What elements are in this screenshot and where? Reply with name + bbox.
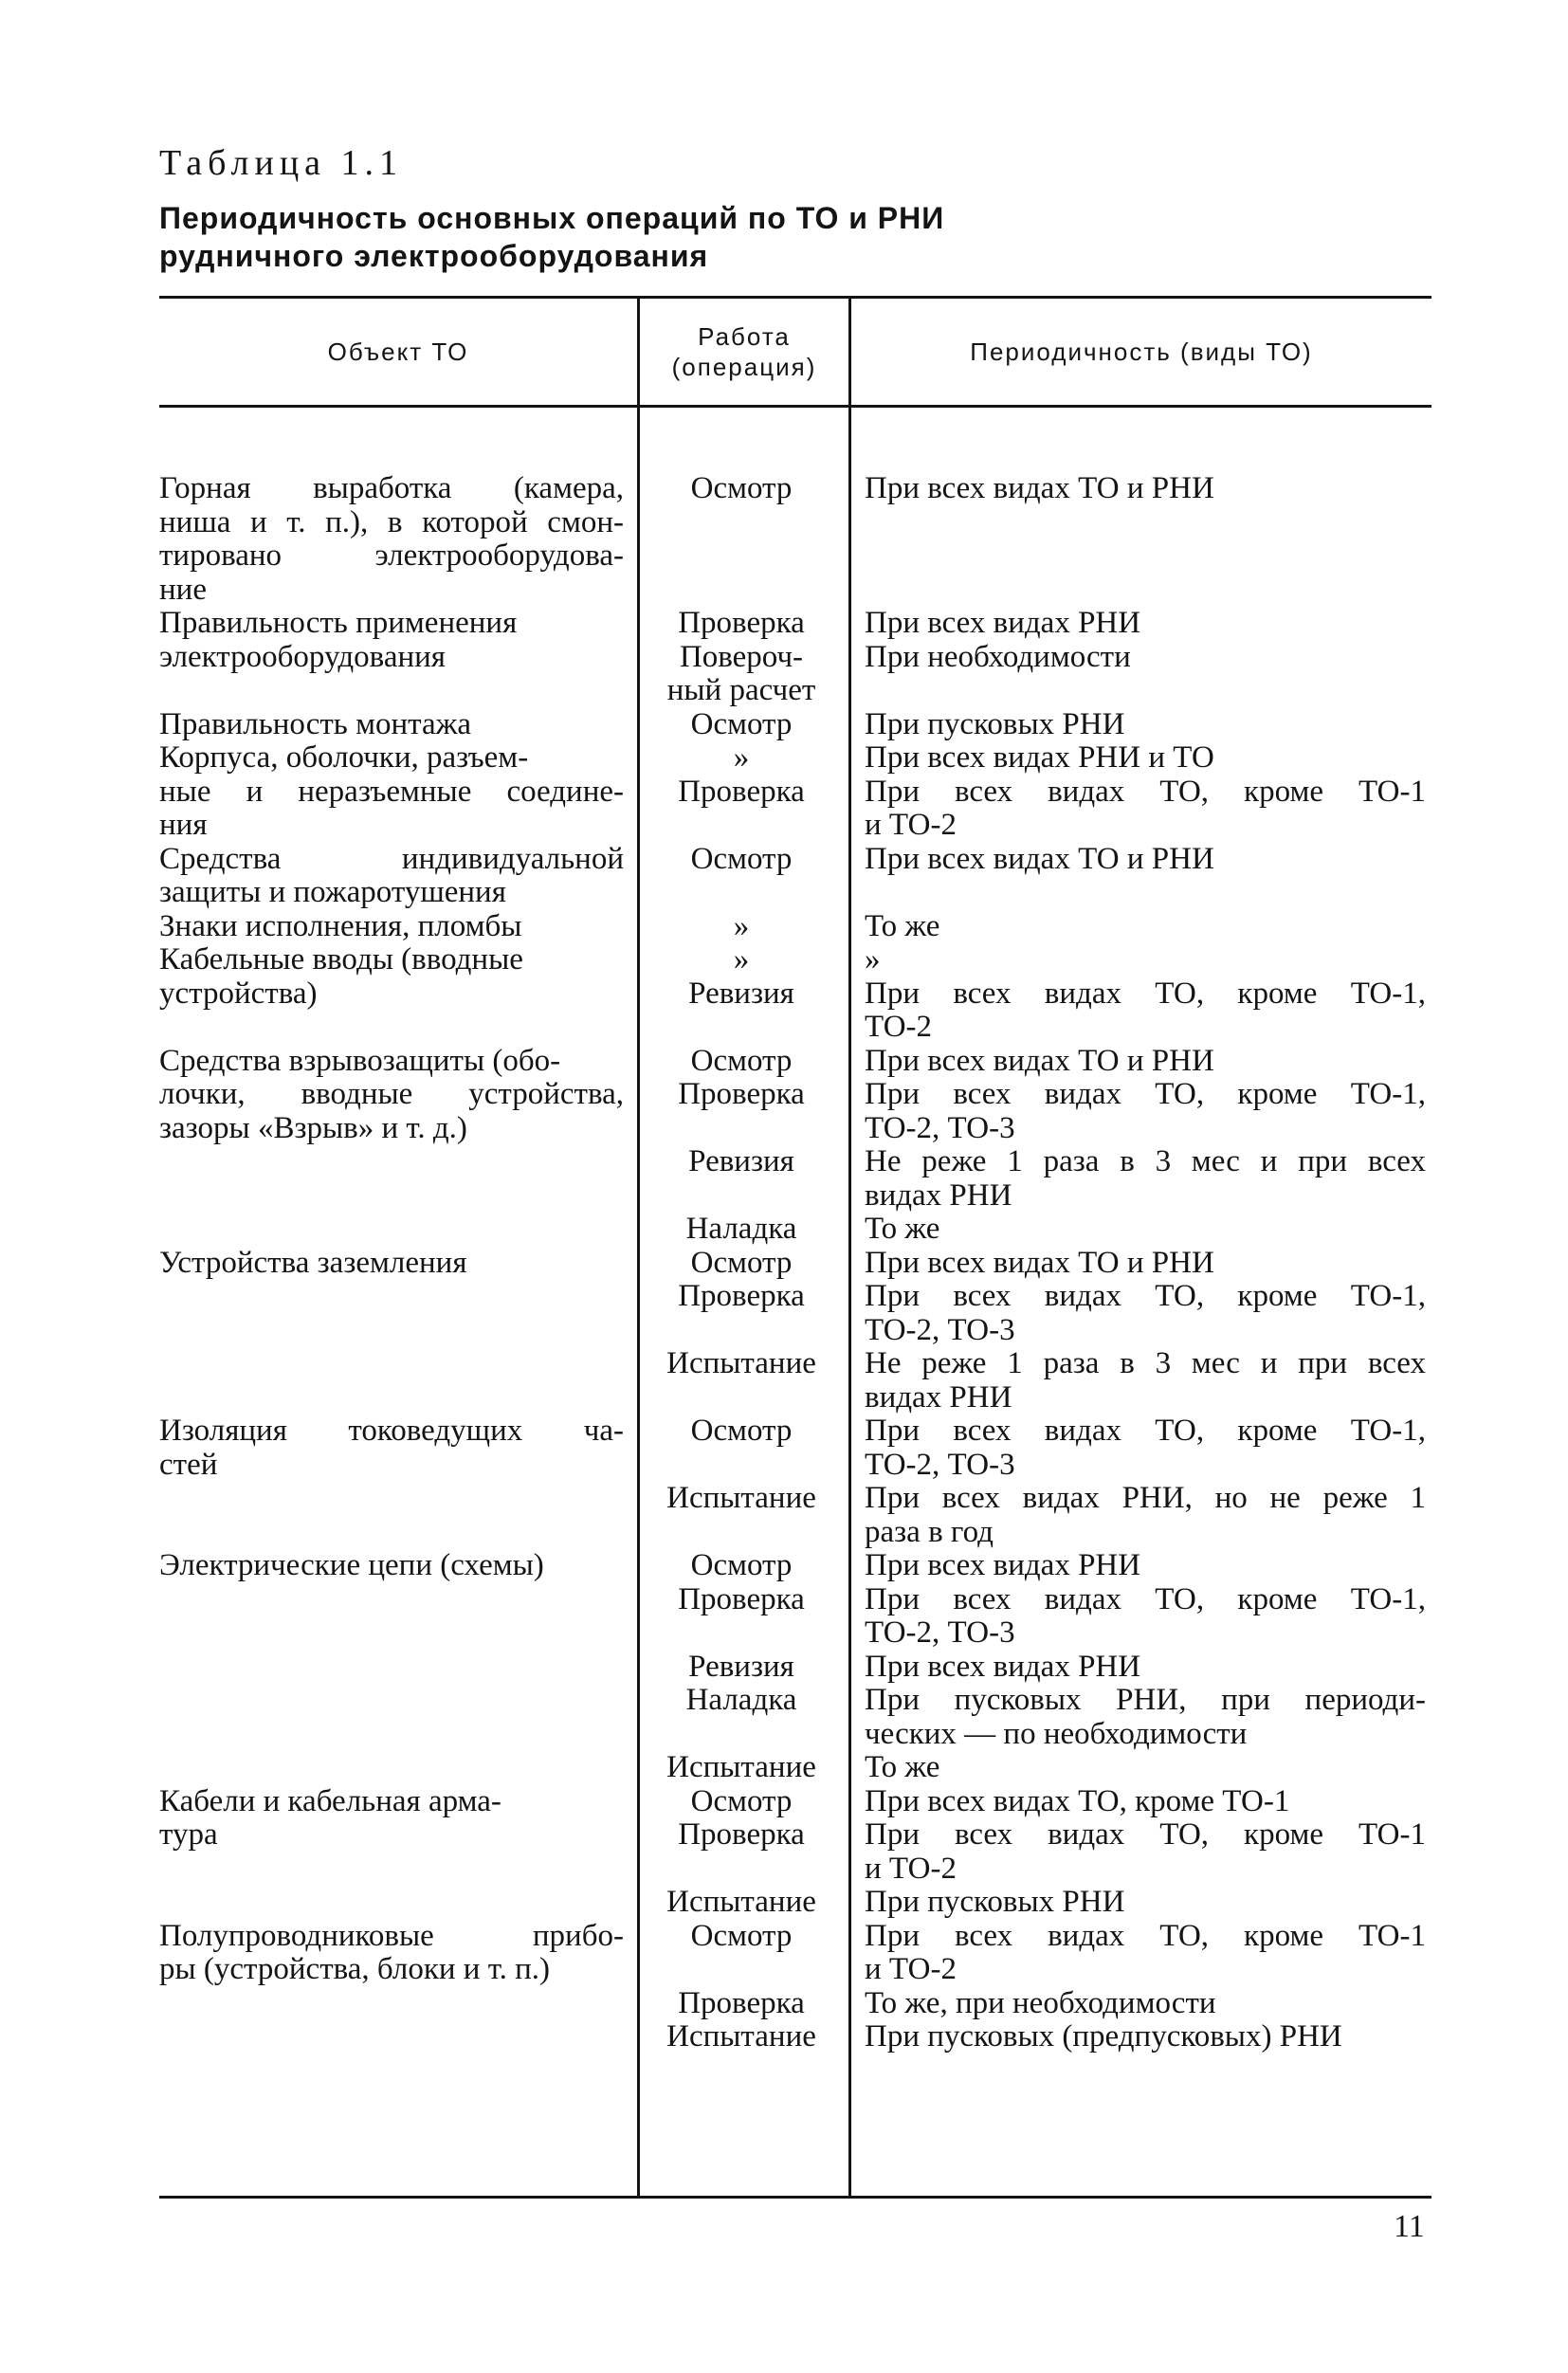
object-cell [159,1482,637,1549]
periodicity-cell-line: ТО-2, ТО-3 [865,1447,1015,1482]
object-cell-line: стей [159,1447,218,1482]
object-cell [159,977,637,1045]
object-cell-line: Изоляция токоведущих ча- [159,1414,624,1448]
operation-cell-line: Повероч- [679,639,804,674]
operation-cell [637,1213,846,1247]
header-operation [640,300,848,404]
object-cell [159,1886,637,1920]
periodicity-cell-line: При всех видах ТО, кроме ТО-1, [865,1077,1426,1111]
operation-cell [637,1818,846,1886]
periodicity-cell-line: При всех видах РНИ [865,1649,1141,1684]
periodicity-cell [846,641,1426,708]
object-cell [159,741,637,776]
operation-cell-line: Проверка [678,1817,805,1852]
table-top-rule [159,296,1431,299]
header-operation-line-1: Работа [698,322,791,351]
operation-cell [637,1583,846,1651]
periodicity-cell [846,1247,1426,1281]
periodicity-cell-line: При пусковых РНИ [865,706,1125,741]
object-cell [159,1045,637,1079]
object-cell [159,1247,637,1281]
object-cell [159,607,637,641]
periodicity-cell-line: и ТО-2 [865,1952,957,1986]
periodicity-cell-line: При пусковых (предпусковых) РНИ [865,2019,1342,2054]
operation-cell [637,2020,846,2054]
operation-cell [637,1415,846,1482]
object-cell-line: ние [159,572,207,607]
object-cell-line: Устройства заземления [159,1245,467,1280]
periodicity-cell [846,607,1426,641]
table-row [159,607,1431,641]
periodicity-cell-line: и ТО-2 [865,808,957,842]
operation-cell-line: Осмотр [690,471,793,505]
operation-cell-line: » [733,908,750,943]
object-cell [159,776,637,843]
operation-cell [637,607,846,641]
object-cell [159,1078,637,1145]
periodicity-cell [846,708,1426,742]
operation-cell [637,1920,846,1987]
periodicity-cell-line: Не реже 1 раза в 3 мес и при всех [865,1144,1426,1178]
operation-cell [637,843,846,910]
operation-cell [637,472,846,607]
header-object: Объект ТО [327,338,469,366]
operation-cell-line: Осмотр [690,1043,793,1078]
operation-cell-line: Осмотр [690,706,793,741]
table-row [159,943,1431,977]
operation-cell [637,1247,846,1281]
operation-cell-line: Испытание [666,1885,816,1919]
periodicity-cell-line: При всех видах ТО, кроме ТО-1 [865,774,1426,809]
object-cell-line: ния [159,808,208,842]
operation-cell-line: Испытание [666,2019,816,2054]
periodicity-cell-line: ТО-2, ТО-3 [865,1110,1015,1145]
table-row [159,1045,1431,1079]
operation-cell-line: Ревизия [688,1649,794,1684]
operation-cell-line: Наладка [685,1683,797,1717]
header-operation-line-2: (операция) [671,353,817,381]
object-cell [159,1347,637,1415]
operation-cell-line: Проверка [678,606,805,640]
periodicity-cell-line: » [865,942,881,977]
object-cell-line: Корпуса, оболочки, разъем- [159,740,529,775]
operation-cell [637,741,846,776]
periodicity-cell-line: При всех видах ТО, кроме ТО-1, [865,1414,1426,1448]
table-row [159,1415,1431,1482]
periodicity-cell [846,1818,1426,1886]
periodicity-cell-line: ческих — по необходимости [865,1716,1248,1751]
operation-cell-line: Испытание [666,1346,816,1380]
periodicity-cell-line: При всех видах ТО и РНИ [865,1043,1214,1078]
periodicity-cell [846,776,1426,843]
table-row [159,1684,1431,1751]
periodicity-cell [846,1886,1426,1920]
table-row [159,1247,1431,1281]
operation-cell-line: ный расчет [666,673,816,707]
periodicity-cell-line: При всех видах РНИ [865,1548,1141,1582]
table-row [159,2020,1431,2054]
periodicity-cell-line: ТО-2, ТО-3 [865,1312,1015,1347]
object-cell [159,1785,637,1819]
object-cell [159,1651,637,1685]
operation-cell [637,1886,846,1920]
periodicity-cell-line: Не реже 1 раза в 3 мес и при всех [865,1346,1426,1380]
object-cell [159,1145,637,1213]
table-row [159,472,1431,607]
periodicity-cell [846,1145,1426,1213]
table-row [159,776,1431,843]
page-number: 11 [1394,2209,1425,2244]
table-row [159,1785,1431,1819]
operation-cell [637,910,846,944]
table-row [159,1987,1431,2021]
object-cell [159,910,637,944]
table-row [159,1482,1431,1549]
table-row [159,1651,1431,1685]
periodicity-cell-line: ТО-2 [865,1010,933,1044]
operation-cell-line: Проверка [678,774,805,809]
periodicity-cell [846,1078,1426,1145]
operation-cell-line: Осмотр [690,1548,793,1582]
object-cell-line: лочки, вводные устройства, [159,1077,624,1111]
object-cell [159,943,637,977]
operation-cell-line: Осмотр [690,1783,793,1818]
periodicity-cell-line: То же [865,1212,940,1246]
periodicity-cell [846,1280,1426,1347]
table-row [159,1347,1431,1415]
object-cell-line: Полупроводниковые прибо- [159,1918,624,1953]
periodicity-cell [846,977,1426,1045]
periodicity-cell [846,1684,1426,1751]
operation-cell-line: Осмотр [690,1245,793,1280]
object-cell [159,472,637,607]
operation-cell [637,776,846,843]
operation-cell [637,708,846,742]
operation-cell-line: Испытание [666,1481,816,1515]
table-row [159,708,1431,742]
operation-cell [637,1987,846,2021]
periodicity-cell-line: раза в год [865,1514,994,1549]
periodicity-cell-line: При всех видах ТО и РНИ [865,841,1214,876]
periodicity-cell-line: То же, при необходимости [865,1985,1216,2020]
operation-cell [637,943,846,977]
table-title-line-2: рудничного электрооборудования [159,239,709,273]
periodicity-cell-line: При пусковых РНИ [865,1885,1125,1919]
object-cell [159,708,637,742]
operation-cell-line: Осмотр [690,841,793,876]
table-row [159,1213,1431,1247]
periodicity-cell [846,1987,1426,2021]
table-bottom-rule [159,2196,1431,2199]
object-cell-line: Средства индивидуальной [159,841,624,876]
periodicity-cell-line: При всех видах ТО, кроме ТО-1, [865,1279,1426,1313]
operation-cell-line: Проверка [678,1077,805,1111]
object-cell-line: Знаки исполнения, пломбы [159,908,522,943]
object-cell [159,641,637,708]
object-cell-line: Электрические цепи (схемы) [159,1548,544,1582]
operation-cell-line: Наладка [685,1212,797,1246]
operation-cell-line: Ревизия [688,976,794,1011]
periodicity-cell-line: При всех видах ТО, кроме ТО-1, [865,976,1426,1011]
operation-cell [637,1347,846,1415]
periodicity-cell [846,1415,1426,1482]
periodicity-cell [846,2020,1426,2054]
object-cell-line: тировано электрооборудова- [159,538,624,573]
object-cell [159,1280,637,1347]
table-title-line-1: Периодичность основных операций по ТО и РНИ [159,201,945,235]
table-header-rule [159,405,1431,408]
object-cell [159,1684,637,1751]
periodicity-cell-line: При необходимости [865,639,1131,674]
operation-cell [637,1145,846,1213]
operation-cell-line: » [733,740,750,775]
operation-cell-line: Испытание [666,1750,816,1784]
periodicity-cell [846,943,1426,977]
periodicity-cell [846,1785,1426,1819]
operation-cell [637,1045,846,1079]
object-cell [159,1920,637,1987]
periodicity-cell [846,472,1426,607]
table-row [159,910,1431,944]
table-caption: Таблица 1.1 [159,143,404,183]
periodicity-cell-line: При всех видах РНИ [865,606,1141,640]
object-cell [159,1987,637,2021]
object-cell [159,1751,637,1785]
object-cell-line: Средства взрывозащиты (обо- [159,1043,561,1078]
table-row [159,1751,1431,1785]
object-cell-line: устройства) [159,976,318,1011]
periodicity-cell-line: видах РНИ [865,1177,1012,1213]
object-cell-line: Правильность применения [159,606,518,640]
object-cell [159,1583,637,1651]
periodicity-cell [846,1482,1426,1549]
periodicity-cell-line: При всех видах РНИ и ТО [865,740,1214,775]
table-row [159,1280,1431,1347]
object-cell-line: Кабельные вводы (вводные [159,942,523,977]
table-row [159,1920,1431,1987]
object-cell [159,1818,637,1886]
object-cell-line: тура [159,1817,218,1852]
operation-cell [637,1482,846,1549]
periodicity-cell [846,1651,1426,1685]
periodicity-cell [846,1751,1426,1785]
table-row [159,1886,1431,1920]
object-cell [159,2020,637,2054]
operation-cell [637,1785,846,1819]
periodicity-cell-line: видах РНИ [865,1379,1012,1415]
periodicity-cell-line: При всех видах ТО, кроме ТО-1 [865,1817,1426,1852]
object-cell [159,1549,637,1583]
periodicity-cell-line: При всех видах ТО, кроме ТО-1 [865,1783,1290,1818]
periodicity-cell-line: То же [865,1750,940,1784]
periodicity-cell-line: При пусковых РНИ, при периоди- [865,1683,1426,1717]
operation-cell [637,1078,846,1145]
operation-cell-line: Проверка [678,1279,805,1313]
periodicity-cell-line: То же [865,908,940,943]
operation-cell [637,1751,846,1785]
table-row [159,1583,1431,1651]
operation-cell [637,1549,846,1583]
periodicity-cell [846,1045,1426,1079]
table-body [159,472,1431,2054]
periodicity-cell [846,741,1426,776]
operation-cell-line: Проверка [678,1581,805,1616]
operation-cell-line: Ревизия [688,1144,794,1178]
object-cell-line: ные и неразъемные соедине- [159,774,624,809]
table-row [159,1078,1431,1145]
object-cell-line: Горная выработка (камера, [159,471,624,505]
object-cell-line: Правильность монтажа [159,706,472,741]
table-row [159,1549,1431,1583]
periodicity-cell-line: При всех видах ТО, кроме ТО-1 [865,1918,1426,1953]
table-row [159,641,1431,708]
periodicity-cell-line: и ТО-2 [865,1851,957,1886]
object-cell [159,1415,637,1482]
periodicity-cell [846,1583,1426,1651]
object-cell [159,843,637,910]
table-title [159,199,1107,275]
table-row [159,741,1431,776]
periodicity-cell [846,1549,1426,1583]
object-cell-line: защиты и пожаротушения [159,875,506,909]
table-row [159,977,1431,1045]
operation-cell-line: » [733,942,750,977]
table-row [159,1818,1431,1886]
operation-cell [637,977,846,1045]
operation-cell [637,641,846,708]
object-cell-line: зазоры «Взрыв» и т. д.) [159,1110,467,1145]
periodicity-cell-line: При всех видах ТО, кроме ТО-1, [865,1581,1426,1616]
operation-cell-line: Проверка [678,1985,805,2020]
periodicity-cell [846,1347,1426,1415]
table-row [159,1145,1431,1213]
periodicity-cell [846,910,1426,944]
object-cell-line: ры (устройства, блоки и т. п.) [159,1952,551,1986]
object-cell-line: Кабели и кабельная арма- [159,1783,501,1818]
periodicity-cell-line: ТО-2, ТО-3 [865,1615,1015,1650]
object-cell [159,1213,637,1247]
periodicity-cell-line: При всех видах РНИ, но не реже 1 [865,1481,1426,1515]
operation-cell [637,1651,846,1685]
operation-cell-line: Осмотр [690,1414,793,1448]
object-cell-line: электрооборудования [159,639,446,674]
operation-cell [637,1684,846,1751]
periodicity-cell-line: При всех видах ТО и РНИ [865,471,1214,505]
periodicity-cell [846,843,1426,910]
object-cell-line: ниша и т. п.), в которой смон- [159,504,624,539]
operation-cell-line: Осмотр [690,1918,793,1953]
periodicity-cell-line: При всех видах ТО и РНИ [865,1245,1214,1280]
header-periodicity: Периодичность (виды ТО) [970,338,1313,366]
periodicity-cell [846,1213,1426,1247]
table-row [159,843,1431,910]
periodicity-cell [846,1920,1426,1987]
operation-cell [637,1280,846,1347]
